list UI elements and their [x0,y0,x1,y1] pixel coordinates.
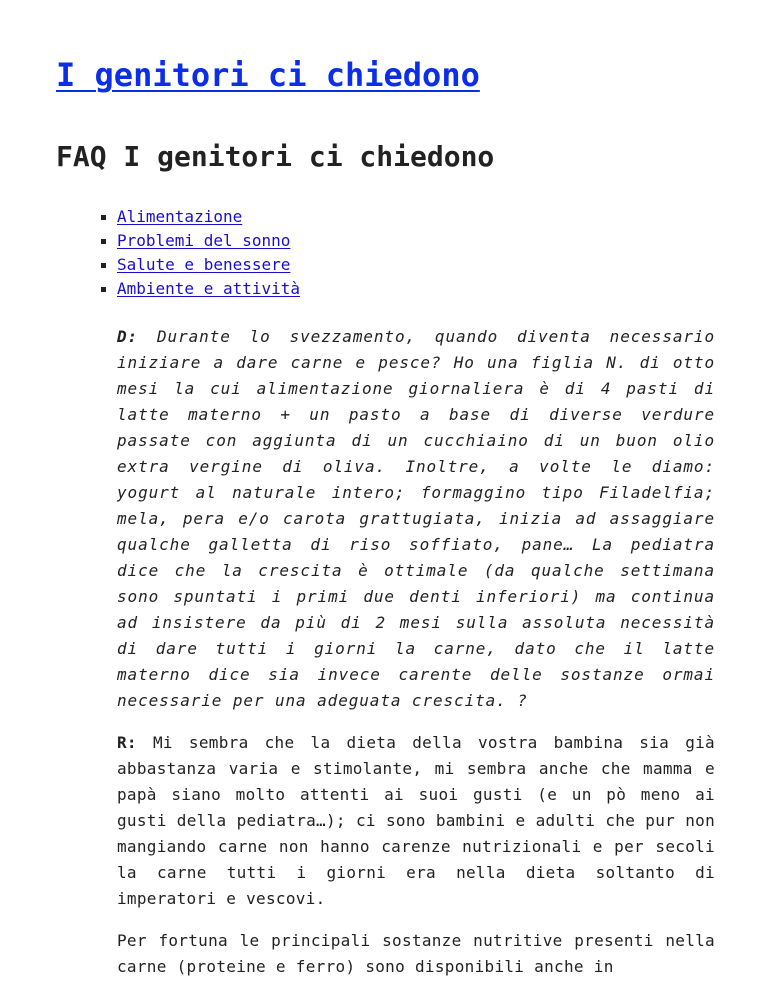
list-item [88,205,300,229]
category-link-salute-e-benessere[interactable]: Salute e benessere [117,255,291,274]
list-item [88,229,300,253]
list-item [88,277,300,301]
list-item [88,253,300,277]
page-title: FAQ I genitori ci chiedono [56,140,495,173]
answer-prefix: R: [117,733,137,752]
site-title [56,52,480,98]
bullet-icon [101,215,106,220]
faq-answer [117,730,715,912]
question-text: Durante lo svezzamento, quando diventa necessario iniziare a dare carne e pesce? Ho una figlia N. di otto mesi la cui alimentazione giornaliera è di 4 pasti di latte materno + un pasto a base di diverse verdure passate con aggiunta di un cucchiaino di un buon olio extra vergine di oliva. Inoltre, a volte le diamo: yogurt al naturale intero; formaggino tipo Filadelfia; mela, pera e/o carota grattugiata, inizia ad assaggiare qualche galletta di riso soffiato, pane… La pediatra dice che la crescita è ottimale (da qualche settimana sono spuntati i primi due denti inferiori) ma continua ad insistere da più di 2 mesi sulla assoluta necessità di dare tutti i giorni la carne, dato che il latte materno dice sia invece carente delle sostanze ormai necessarie per una adeguata crescita. ? [117,327,715,710]
category-link-ambiente-e-attivita[interactable]: Ambiente e attività [117,279,301,298]
faq-answer-continued: Per fortuna le principali sostanze nutritive presenti nella carne (proteine e ferro) sono disponibili anche in [117,931,715,976]
site-title-link[interactable]: I genitori ci chiedono [56,56,480,94]
answer-text: Mi sembra che la dieta della vostra bambina sia già abbastanza varia e stimolante, mi sembra anche che mamma e papà siano molto attenti ai suoi gusti (e un pò meno ai gusti della pediatra…); ci sono bambini e adulti che pur non mangiando carne non hanno carenze nutrizionali e per secoli la carne tutti i giorni era nella dieta soltanto di imperatori e vescovi. [117,733,715,908]
faq-category-list [88,205,300,301]
category-link-problemi-del-sonno[interactable]: Problemi del sonno [117,231,291,250]
bullet-icon [101,287,106,292]
faq-question [117,324,715,714]
question-prefix: D: [117,327,139,346]
faq-content [117,324,715,996]
bullet-icon [101,263,106,268]
bullet-icon [101,239,106,244]
category-link-alimentazione[interactable]: Alimentazione [117,207,243,226]
